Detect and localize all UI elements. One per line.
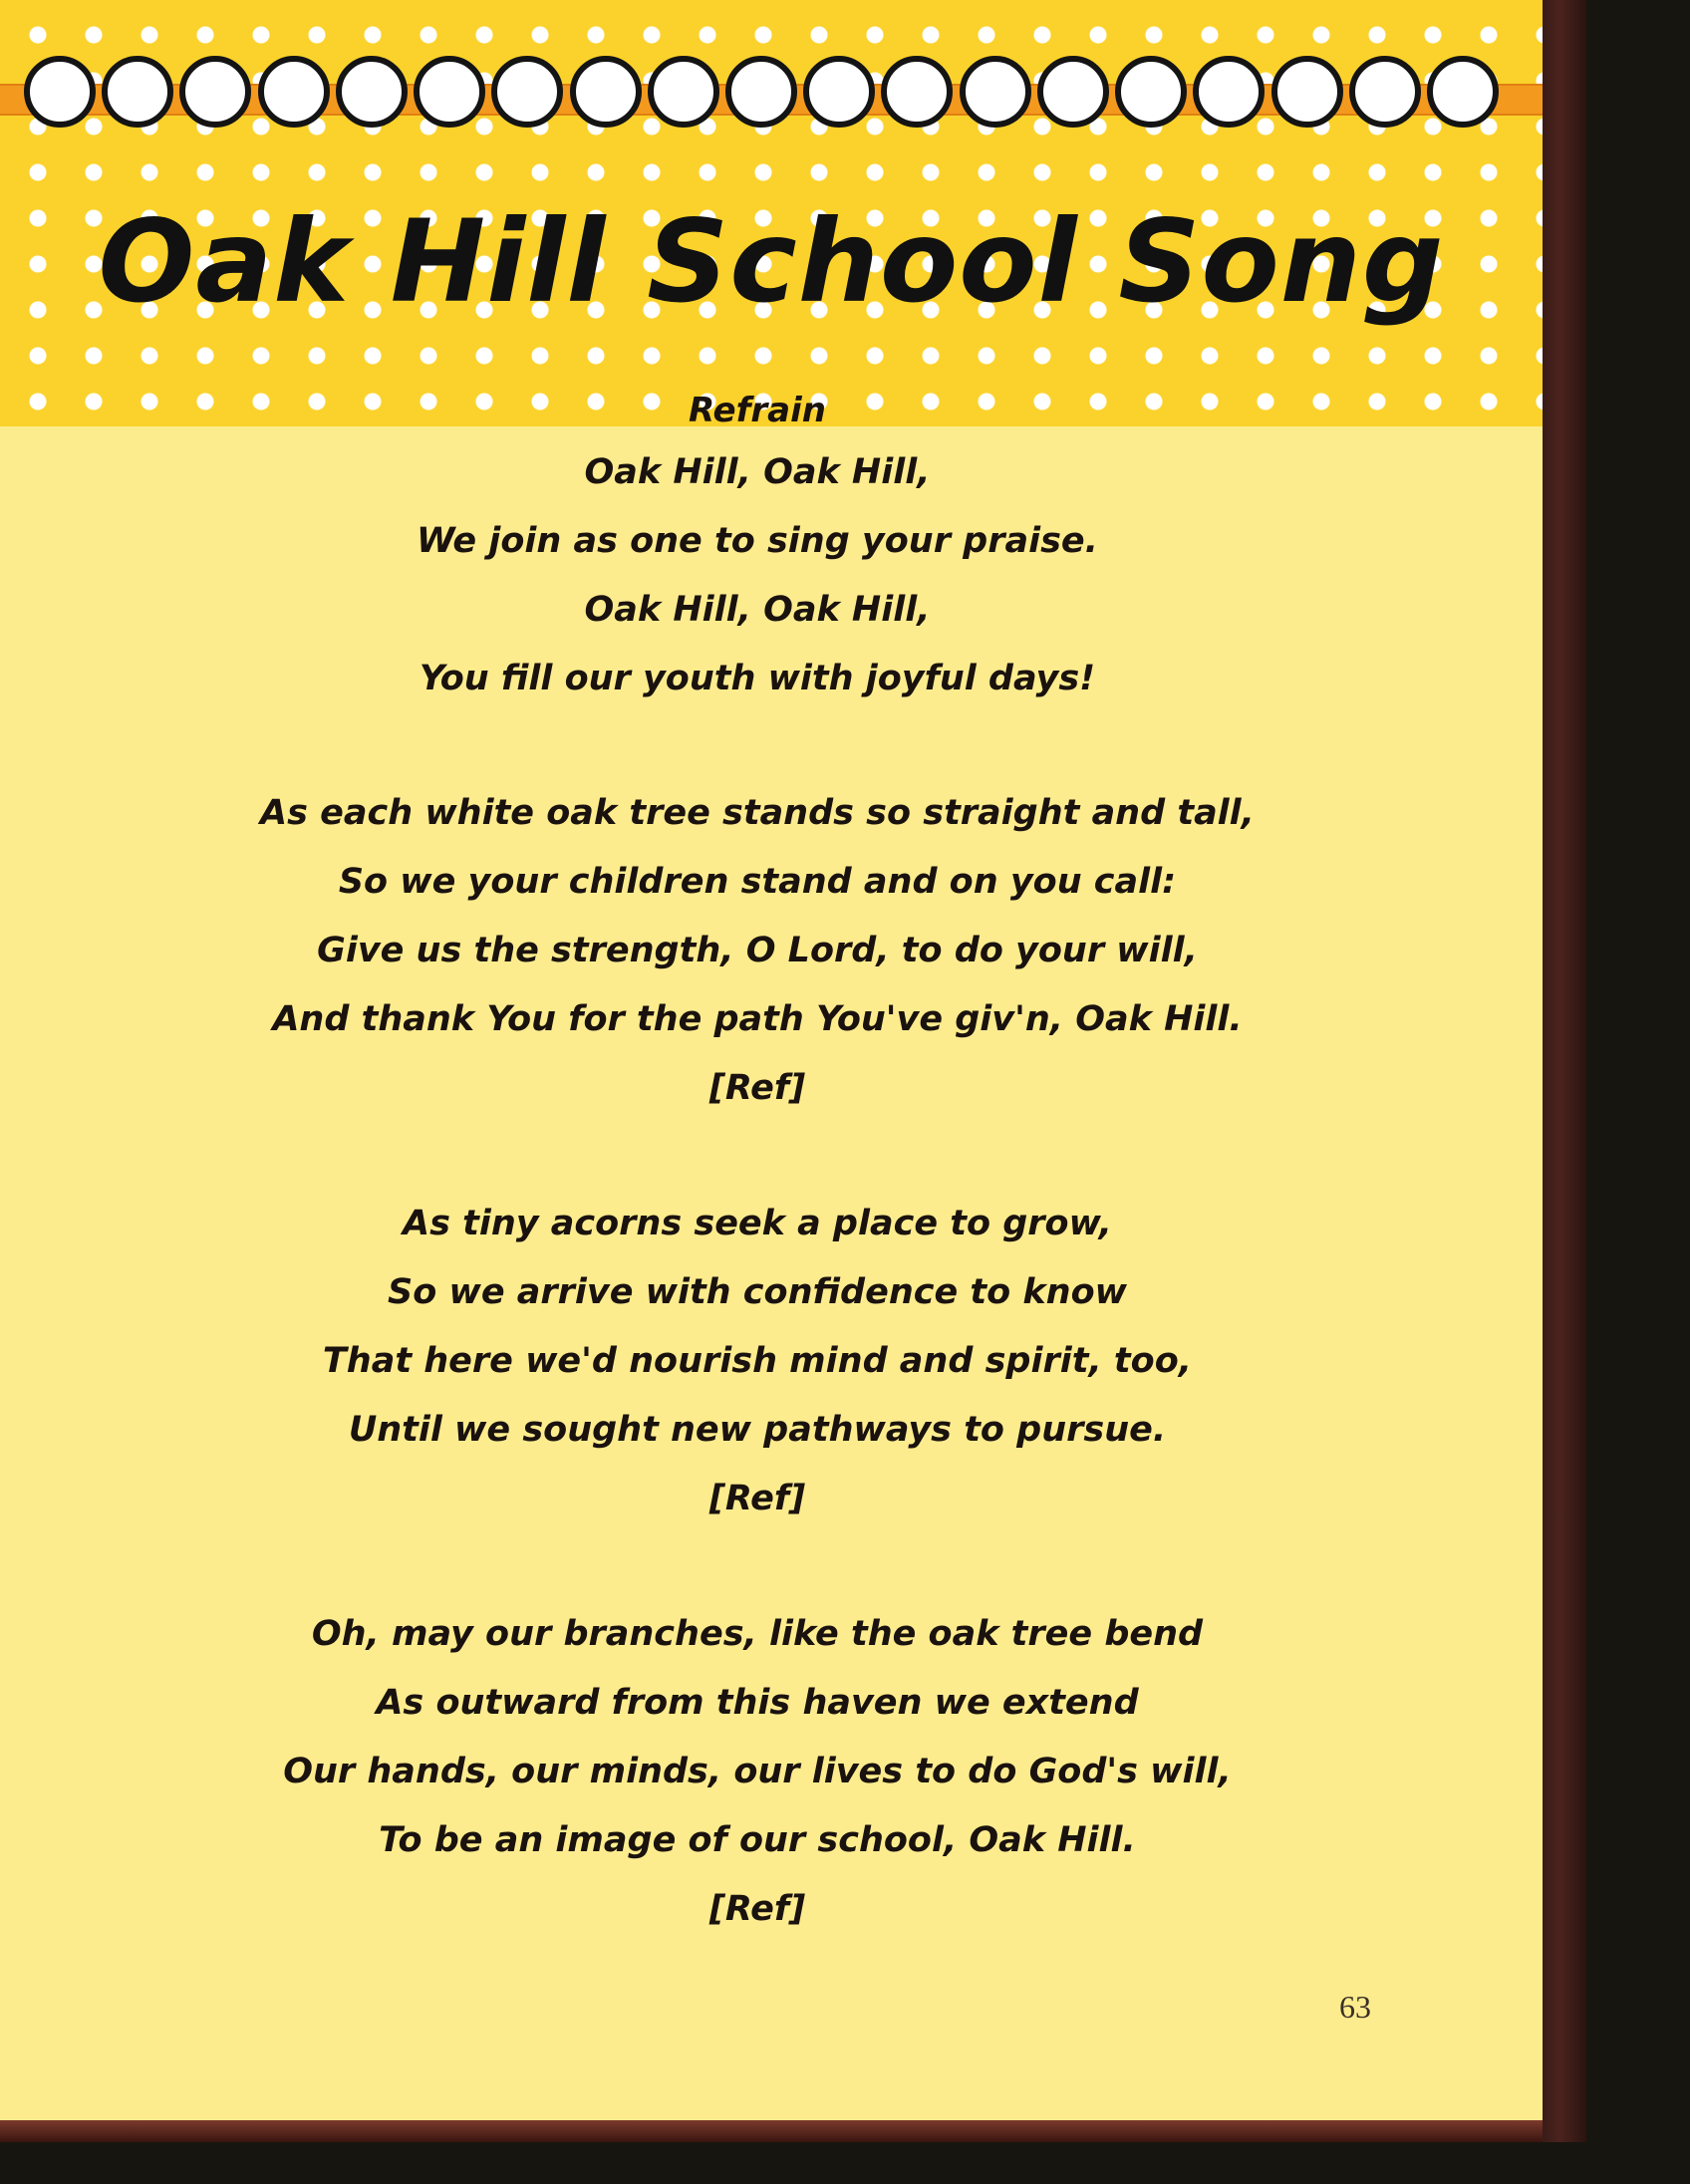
page-edge bbox=[0, 2120, 1547, 2142]
binder-ring bbox=[1427, 56, 1499, 128]
binder-ring bbox=[24, 56, 96, 128]
binder-ring bbox=[648, 56, 719, 128]
polka-dot-header bbox=[0, 0, 1543, 426]
binder-ring bbox=[725, 56, 797, 128]
lyric-line: Until we sought new pathways to pursue. bbox=[348, 1410, 1167, 1450]
binder-ring bbox=[1193, 56, 1265, 128]
lyric-line: As each white oak tree stands so straight and tall, bbox=[260, 793, 1255, 833]
lyric-line: Our hands, our minds, our lives to do God's will, bbox=[283, 1752, 1232, 1791]
song-lyrics bbox=[120, 383, 1395, 1944]
lyric-line: Oak Hill, Oak Hill, bbox=[584, 590, 931, 630]
binder-ring bbox=[179, 56, 251, 128]
lyric-line: Give us the strength, O Lord, to do your will, bbox=[317, 931, 1198, 970]
lyric-line: You fill our youth with joyful days! bbox=[419, 659, 1096, 698]
binder-ring bbox=[1271, 56, 1343, 128]
lyric-line: Oak Hill, Oak Hill, bbox=[584, 452, 931, 492]
lyric-line: So we your children stand and on you call: bbox=[338, 862, 1177, 902]
page-title: Oak Hill School Song bbox=[98, 195, 1445, 328]
lyric-line: We join as one to sing your praise. bbox=[417, 521, 1098, 561]
book-binding bbox=[1543, 0, 1586, 2142]
binder-ring bbox=[803, 56, 875, 128]
lyric-line: Oh, may our branches, like the oak tree bend bbox=[311, 1614, 1204, 1654]
binder-ring bbox=[881, 56, 953, 128]
page-number: 63 bbox=[1339, 1989, 1371, 2025]
binder-ring bbox=[1037, 56, 1109, 128]
binder-ring bbox=[491, 56, 563, 128]
lyric-line: As tiny acorns seek a place to grow, bbox=[403, 1204, 1112, 1243]
refrain-marker: [Ref] bbox=[708, 1889, 806, 1929]
lyric-line: So we arrive with confidence to know bbox=[388, 1272, 1127, 1312]
lyric-line: As outward from this haven we extend bbox=[376, 1683, 1139, 1723]
refrain-label: Refrain bbox=[689, 391, 826, 430]
refrain-marker: [Ref] bbox=[708, 1479, 806, 1518]
binder-ring bbox=[1349, 56, 1421, 128]
binder-ring bbox=[102, 56, 173, 128]
binder-ring bbox=[336, 56, 408, 128]
binder-ring bbox=[570, 56, 642, 128]
binder-ring bbox=[258, 56, 330, 128]
binder-ring bbox=[1115, 56, 1187, 128]
refrain-marker: [Ref] bbox=[708, 1068, 806, 1108]
binder-rings bbox=[24, 56, 1499, 141]
binder-ring bbox=[960, 56, 1031, 128]
binder-ring bbox=[414, 56, 485, 128]
lyric-line: That here we'd nourish mind and spirit, too, bbox=[322, 1341, 1193, 1381]
lyric-line: To be an image of our school, Oak Hill. bbox=[379, 1820, 1136, 1860]
lyric-line: And thank You for the path You've giv'n, Oak Hill. bbox=[272, 999, 1243, 1039]
